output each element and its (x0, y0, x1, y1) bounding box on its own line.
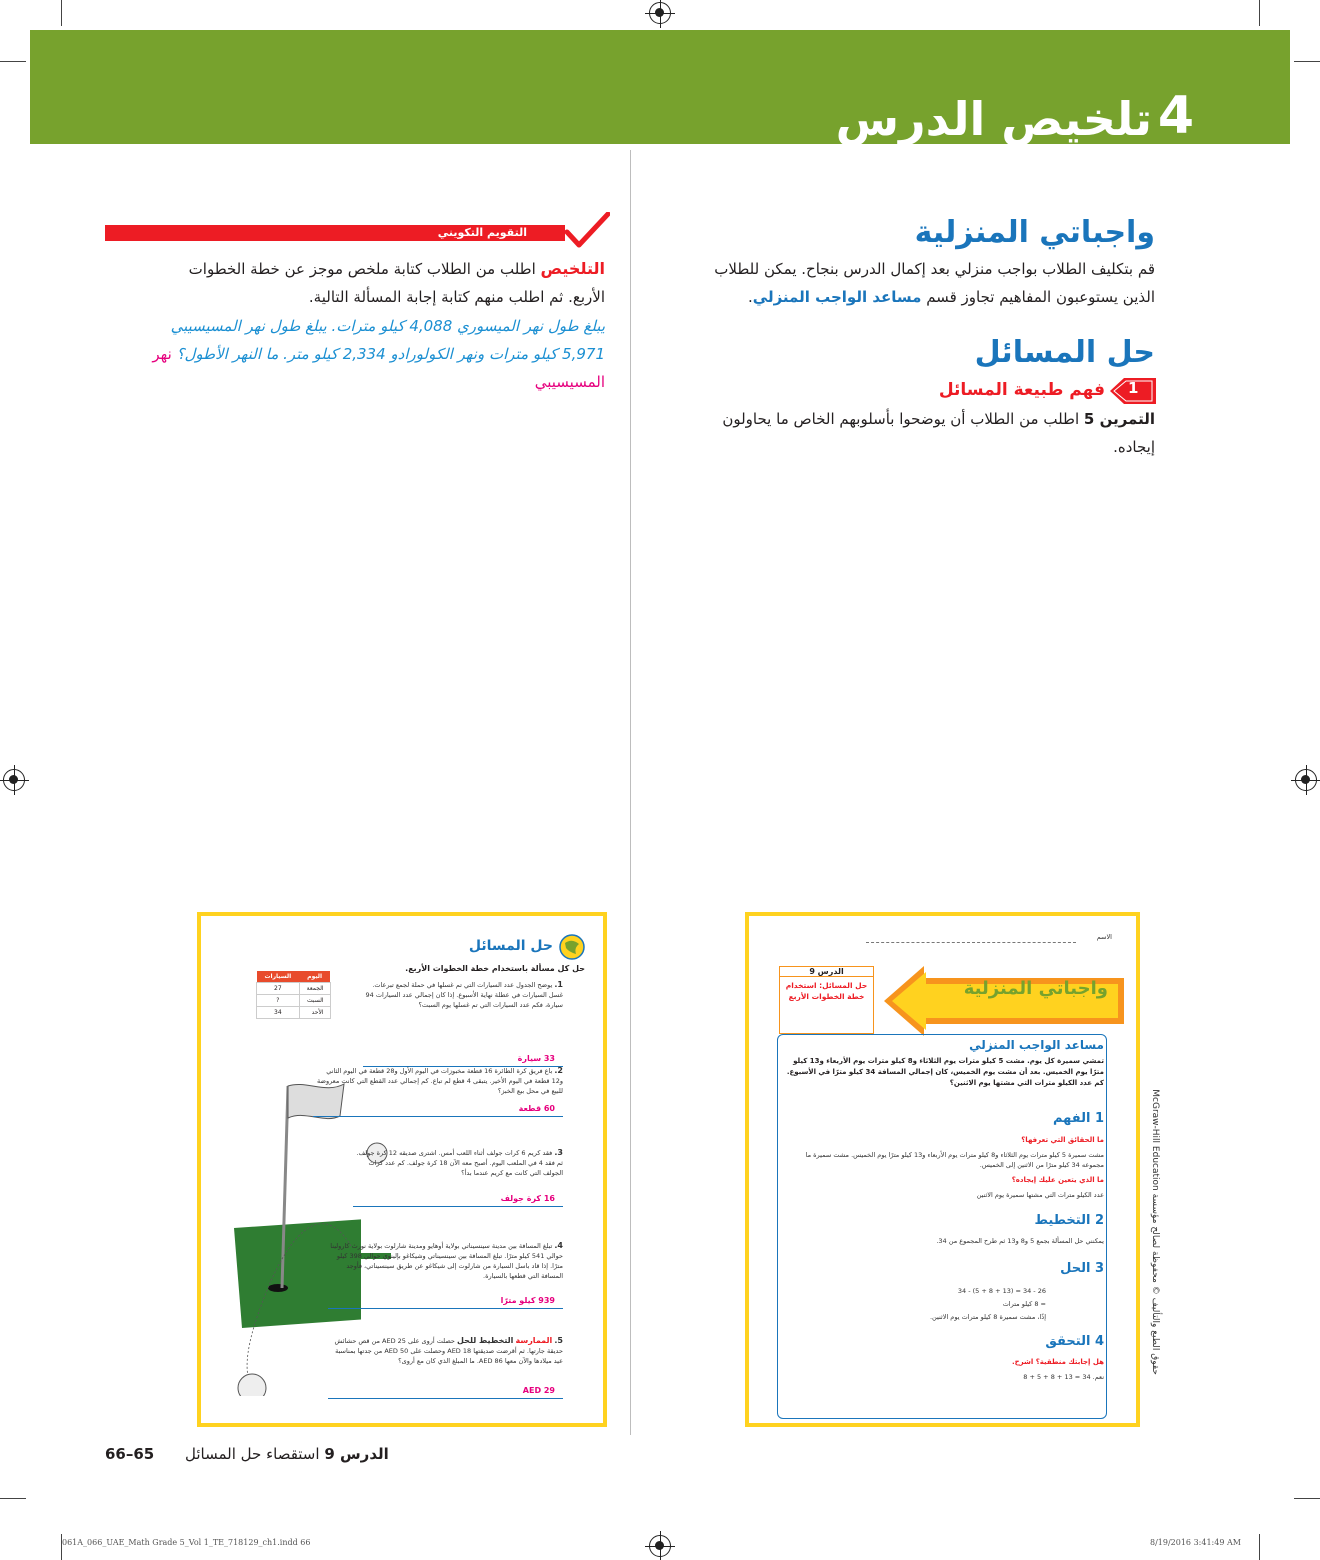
question-answer-part-2: المسيسيبي (534, 373, 605, 391)
thumb-step-3-a2: = 8 كيلو مترات (1002, 1300, 1046, 1308)
thumb-problem-1 (363, 980, 563, 1010)
thumb-step-2-a1: يمكنني حل المسألة بجمع 5 و8 و13 ثم طرح المجموع من 34. (936, 1237, 1104, 1245)
thumb-step-3-a3: إذًا، مشت سميرة 8 كيلو مترات يوم الاثنين. (929, 1313, 1046, 1321)
table-cell: السبت (299, 995, 330, 1007)
table-cell: 27 (257, 983, 300, 995)
homework-line-2-suffix: . (748, 288, 753, 306)
thumb-helper-title: مساعد الواجب المنزلي (969, 1038, 1104, 1052)
crop-mark (1294, 61, 1320, 62)
thumb-step-1-a2: عدد الكيلو مترات التي مشتها سميرة يوم الاثنين (976, 1191, 1104, 1199)
registration-mark-icon (649, 1535, 671, 1557)
registration-mark-icon (3, 769, 25, 791)
step-title: التحقق (1045, 1334, 1091, 1349)
problem-number: 5. (554, 1336, 563, 1345)
problem-number: 4. (554, 1241, 563, 1250)
homework-line-1: قم بتكليف الطلاب بواجب منزلي بعد إكمال الدرس بنجاح. يمكن للطلاب (714, 260, 1155, 278)
page-numbers: 66–65 (105, 1445, 155, 1463)
thumb-step-3 (1060, 1261, 1104, 1276)
exercise-text: اطلب من الطلاب أن يوضحوا بأسلوبهم الخاص ما يحاولون (722, 410, 1080, 428)
thumb-step-1-q1: ما الحقائق التي تعرفها؟ (1021, 1136, 1104, 1144)
thumb-step-3-a1: 34 - (5 + 8 + 13) = 34 - 26 (957, 1287, 1046, 1295)
table-header-day: اليوم (299, 971, 330, 983)
summary-label: التلخيص (540, 259, 605, 278)
problem-number: 3. (554, 1148, 563, 1157)
print-timestamp: 8/19/2016 3:41:49 AM (1150, 1538, 1241, 1547)
formative-line-1-text: اطلب من الطلاب كتابة ملخص موجز عن خطة الخطوات (188, 260, 536, 278)
answer-line (353, 1206, 563, 1207)
crop-mark (1259, 1534, 1260, 1560)
problem-text: باع فريق كرة الطائرة 16 قطعة مخبوزات في اليوم الأول و28 قطعة في اليوم الثاني و12 قطعة في اليوم الأخير. يتبقى 4 قطع لم تباع. كم إجمالي عدد القطع التي كانت معروضة للبيع في محل بيع الخبز؟ (316, 1067, 563, 1095)
column-divider (630, 150, 631, 1435)
banner-title: تلخيص الدرس (835, 92, 1152, 146)
step-number: 1 (1094, 1111, 1104, 1126)
copyright-credit: حقوق الطبع والتأليف © محفوظة لصالح مؤسسة McGraw-Hill Education (1150, 1089, 1160, 1375)
thumb-left-instruction: حل كل مسألة باستخدام خطة الخطوات الأربع. (405, 964, 585, 973)
footer-lesson-title: استقصاء حل المسائل (185, 1445, 320, 1463)
homework-line-2-prefix: الذين يستوعبون المفاهيم تجاوز قسم (926, 288, 1155, 306)
thumb-lesson-sub: حل المسائل: استخدام خطة الخطوات الأربع (785, 981, 868, 1001)
formative-line-2: الأربع. ثم اطلب منهم كتابة إجابة المسألة التالية. (308, 288, 605, 306)
checkmark-icon (565, 212, 610, 248)
step-title: الفهم (1052, 1111, 1091, 1126)
thumb-left-title: حل المسائل (468, 938, 553, 954)
problem-solving-heading: حل المسائل (974, 335, 1155, 370)
thumb-step-4-a1: نعم. 34 = 13 + 8 + 5 + 8 (1023, 1373, 1104, 1381)
question-line-1: يبلغ طول نهر الميسوري 4,088 كيلو مترات. يبلغ طول نهر المسيسيبي (170, 317, 605, 335)
thumb-step-1-a1: مشت سميرة 5 كيلو مترات يوم الثلاثاء و8 كيلو مترات يوم الأربعاء و13 كيلو مترًا يوم الخميس. مشت سميرة ما مجموعه 34 كيلو مترًا من الاثنين إلى الخميس. (805, 1151, 1104, 1169)
thumb-step-1-q2: ما الذي يتعين عليك إيجاده؟ (1011, 1176, 1104, 1184)
crop-mark (1294, 1498, 1320, 1499)
formative-paragraph (125, 255, 605, 311)
step-title: التخطيط (1034, 1213, 1091, 1228)
student-page-thumbnail-homework (745, 912, 1140, 1427)
thumb-banner-title: واجباتي المنزلية (963, 978, 1108, 999)
crop-mark (61, 0, 62, 26)
step-title: فهم طبيعة المسائل (938, 380, 1105, 400)
homework-paragraph (655, 255, 1155, 311)
thumb-problem-2 (313, 1066, 563, 1096)
file-slug: 061A_066_UAE_Math Grade 5_Vol 1_TE_718129_ch1.indd 66 (62, 1538, 311, 1547)
step-title: الحل (1060, 1261, 1091, 1276)
thumb-step-4-q1: هل إجابتك منطقية؟ اشرح. (1011, 1358, 1104, 1366)
problem-practice-label: الممارسة (515, 1336, 553, 1345)
step-number: 4 (1094, 1334, 1104, 1349)
question-answer-part-1: نهر (152, 345, 172, 363)
question-line-2-text: 5,971 كيلو مترات ونهر الكولورادو 2,334 كيلو متر. ما النهر الأطول؟ (176, 345, 605, 363)
footer-lesson-label: الدرس 9 (324, 1445, 389, 1463)
question-line-2 (115, 340, 605, 368)
name-line (866, 942, 1076, 943)
table-cell: الجمعة (299, 983, 330, 995)
thumb-helper-intro: تمشي سميرة كل يوم. مشت 5 كيلو مترات يوم الثلاثاء و8 كيلو مترات يوم الأربعاء و13 كيلو مترًا يوم الخميس. بعد أن مشت يوم الخميس، كان إجمالي المسافة 34 كيلو مترًا في الأسبوع. كم عدد الكيلو مترات التي مشتها يوم الاثنين؟ (786, 1057, 1104, 1087)
step-number: 3 (1094, 1261, 1104, 1276)
problem-text: تبلغ المسافة بين مدينة سينسيناتي بولاية أوهايو ومدينة شارلوت بولاية نورث كارولينا حوالي 541 كيلو مترًا. تبلغ المسافة بين سينسيناتي وشيكاغو بإلينوي حوالي 398 كيلو مترًا. إذا قاد باسل السيارة من شارلوت إلى شيكاغو عن طريق سينسيناتي، فأوجد المسافة التي قطعها بالسيارة. (330, 1242, 563, 1280)
homework-heading: واجباتي المنزلية (914, 215, 1155, 250)
table-row (257, 995, 331, 1007)
step-number: 1 (1128, 379, 1139, 397)
exercise-paragraph (655, 405, 1155, 461)
answer-line (328, 1398, 563, 1399)
step-number: 2 (1094, 1213, 1104, 1228)
globe-icon (559, 934, 585, 960)
thumb-lesson-box (779, 966, 874, 1034)
table-header-cars: السيارات (257, 971, 300, 983)
registration-mark-icon (1295, 769, 1317, 791)
problem-text: يوضح الجدول عدد السيارات التي تم غسلها في حملة لجمع تبرعات. غسل السيارات في عطلة نهاية الأسبوع. إذا كان إجمالي عدد السيارات 94 سيارة، فكم عدد السيارات التي تم غسلها يوم السبت؟ (365, 981, 563, 1009)
thumb-cars-table (256, 971, 331, 1019)
table-cell: الأحد (299, 1007, 330, 1019)
banner-step-number: 4 (1157, 86, 1194, 146)
thumb-problem-4-answer: 939 كيلو مترًا (500, 1296, 555, 1305)
crop-mark (1259, 0, 1260, 26)
problem-text: حصلت أروى على AED 25 من قص حشائش حديقة جارتها. ثم أقرضت صديقتها AED 18 وحصلت على AED 50 من جدتها بمناسبة عيد ميلادها والآن معها AED 86. ما المبلغ الذي كان مع أروى؟ (334, 1337, 563, 1365)
thumb-problem-5-answer: AED 29 (522, 1386, 555, 1395)
problem-number: 2. (554, 1066, 563, 1075)
thumb-step-4 (1045, 1334, 1104, 1349)
homework-line-2 (655, 283, 1155, 311)
exercise-line-1 (655, 405, 1155, 433)
formative-question (115, 312, 605, 396)
table-row (257, 1007, 331, 1019)
problem-practice-sublabel: التخطيط للحل (457, 1336, 514, 1345)
thumb-lesson-label: الدرس 9 (780, 967, 873, 977)
table-cell: 34 (257, 1007, 300, 1019)
problem-text: فقد كريم 6 كرات جولف أثناء اللعب أمس. اشترى صديقه 12 كرة جولف. ثم فقد 4 في الملعب اليوم. أصبح معه الآن 18 كرة جولف. كم عدد كرات الجولف التي كانت مع كريم عندما بدأ؟ (356, 1149, 563, 1177)
thumb-step-2 (1035, 1213, 1104, 1228)
crop-mark (0, 61, 26, 62)
thumb-problem-3 (353, 1148, 563, 1178)
thumb-problem-3-answer: 16 كرة جولف (500, 1194, 555, 1203)
homework-helper-link: مساعد الواجب المنزلي (752, 288, 922, 306)
homework-arrow-banner-icon (884, 966, 1134, 1036)
table-row (257, 983, 331, 995)
answer-line (328, 1308, 563, 1309)
thumb-problem-5 (328, 1336, 563, 1366)
thumb-step-1 (1053, 1111, 1104, 1126)
thumb-name-label: الاسم (1096, 933, 1112, 941)
footer-lesson (185, 1445, 389, 1463)
formative-assessment-label: التقويم التكويني (437, 226, 527, 239)
exercise-label: التمرين 5 (1083, 410, 1155, 428)
formative-line-1 (125, 255, 605, 283)
student-page-thumbnail-problem-solving (197, 912, 607, 1427)
answer-line (313, 1116, 563, 1117)
crop-mark (0, 1498, 26, 1499)
table-cell: ? (257, 995, 300, 1007)
registration-mark-icon (649, 2, 671, 24)
exercise-line-2: إيجاده. (1113, 438, 1155, 456)
formative-assessment-bar (105, 225, 565, 241)
problem-number: 1. (554, 980, 563, 989)
thumb-problem-2-answer: 60 قطعة (518, 1104, 555, 1113)
thumb-problem-4 (328, 1241, 563, 1281)
thumb-problem-1-answer: 33 سيارة (517, 1054, 555, 1063)
